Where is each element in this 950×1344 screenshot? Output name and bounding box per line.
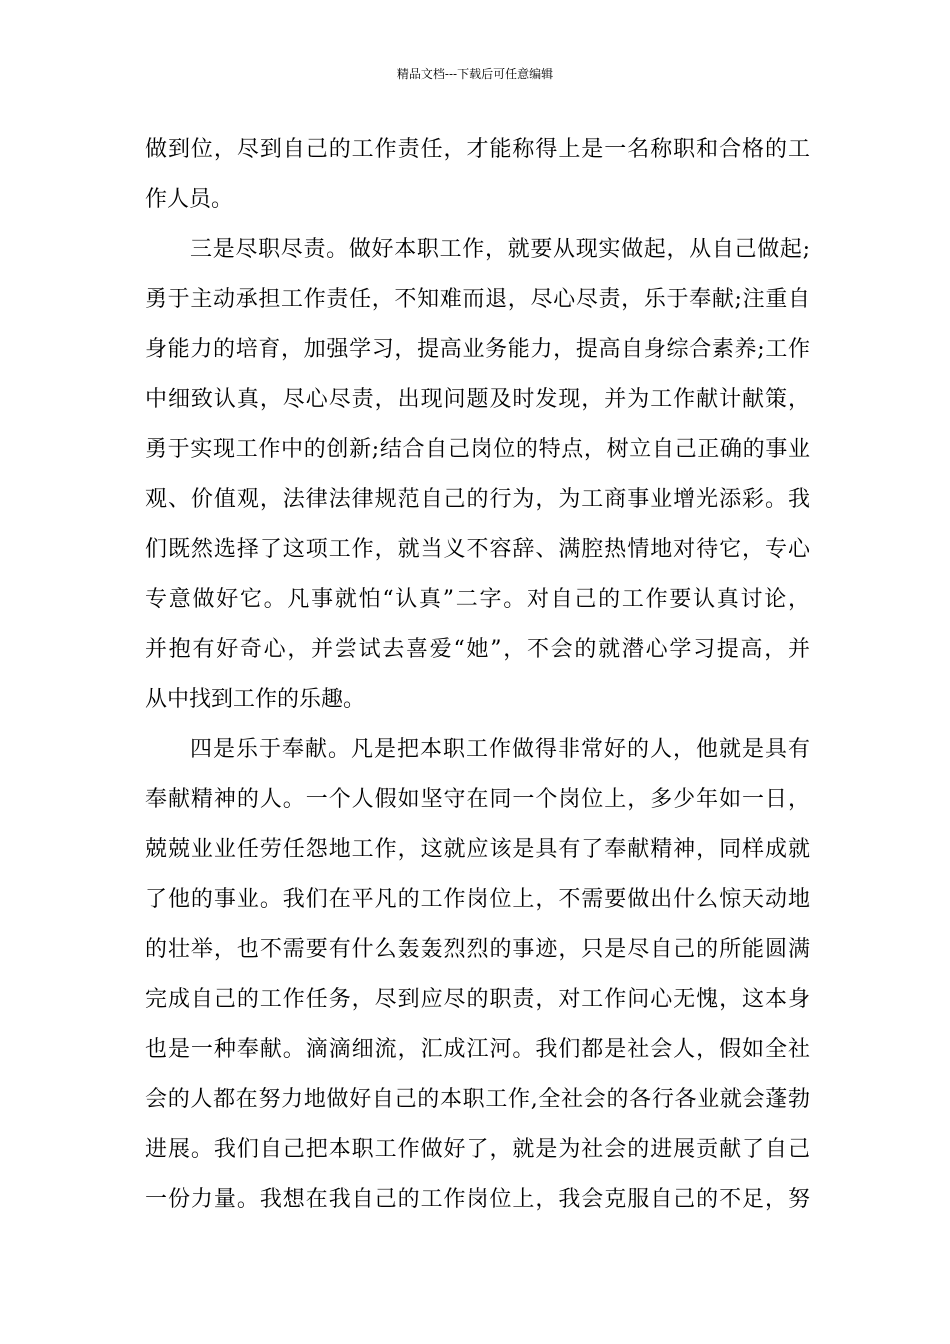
text-line: 做到位，尽到自己的工作责任，才能称得上是一名称职和合格的工 bbox=[145, 137, 810, 162]
text-line: 勇于实现工作中的创新;结合自己岗位的特点，树立自己正确的事业 bbox=[145, 437, 810, 462]
text-line: 勇于主动承担工作责任，不知难而退，尽心尽责，乐于奉献;注重自 bbox=[145, 287, 810, 312]
text-line: 专意做好它。凡事就怕“认真”二字。对自己的工作要认真讨论， bbox=[145, 587, 810, 612]
text-line: 一份力量。我想在我自己的工作岗位上，我会克服自己的不足，努 bbox=[145, 1187, 810, 1212]
text-line: 中细致认真，尽心尽责，出现问题及时发现，并为工作献计献策， bbox=[145, 387, 810, 412]
text-line: 完成自己的工作任务，尽到应尽的职责，对工作问心无愧，这本身 bbox=[145, 987, 810, 1012]
paragraph-first-line: 三是尽职尽责。做好本职工作，就要从现实做起，从自己做起; bbox=[190, 237, 810, 262]
text-line: 并抱有好奇心，并尝试去喜爱“她”，不会的就潜心学习提高，并 bbox=[145, 637, 810, 662]
text-line: 奉献精神的人。一个人假如坚守在同一个岗位上，多少年如一日， bbox=[145, 787, 810, 812]
text-line: 观、价值观，法律法律规范自己的行为，为工商事业增光添彩。我 bbox=[145, 487, 810, 512]
text-line: 进展。我们自己把本职工作做好了，就是为社会的进展贡献了自己 bbox=[145, 1137, 810, 1162]
text-line: 兢兢业业任劳任怨地工作，这就应该是具有了奉献精神，同样成就 bbox=[145, 837, 810, 862]
page-header: 精品文档---下载后可任意编辑 bbox=[396, 67, 554, 81]
text-line: 会的人都在努力地做好自己的本职工作,全社会的各行各业就会蓬勃 bbox=[145, 1087, 810, 1112]
text-line: 从中找到工作的乐趣。 bbox=[145, 687, 366, 712]
text-line: 了他的事业。我们在平凡的工作岗位上，不需要做出什么惊天动地 bbox=[145, 887, 810, 912]
text-line: 的壮举，也不需要有什么轰轰烈烈的事迹，只是尽自己的所能圆满 bbox=[145, 937, 810, 962]
text-line: 作人员。 bbox=[145, 187, 234, 212]
text-line: 们既然选择了这项工作，就当义不容辞、满腔热情地对待它，专心 bbox=[145, 537, 810, 562]
text-line: 也是一种奉献。滴滴细流，汇成江河。我们都是社会人，假如全社 bbox=[145, 1037, 810, 1062]
text-line: 身能力的培育，加强学习，提高业务能力，提高自身综合素养;工作 bbox=[145, 337, 810, 362]
paragraph-first-line: 四是乐于奉献。凡是把本职工作做得非常好的人，他就是具有 bbox=[190, 737, 810, 762]
